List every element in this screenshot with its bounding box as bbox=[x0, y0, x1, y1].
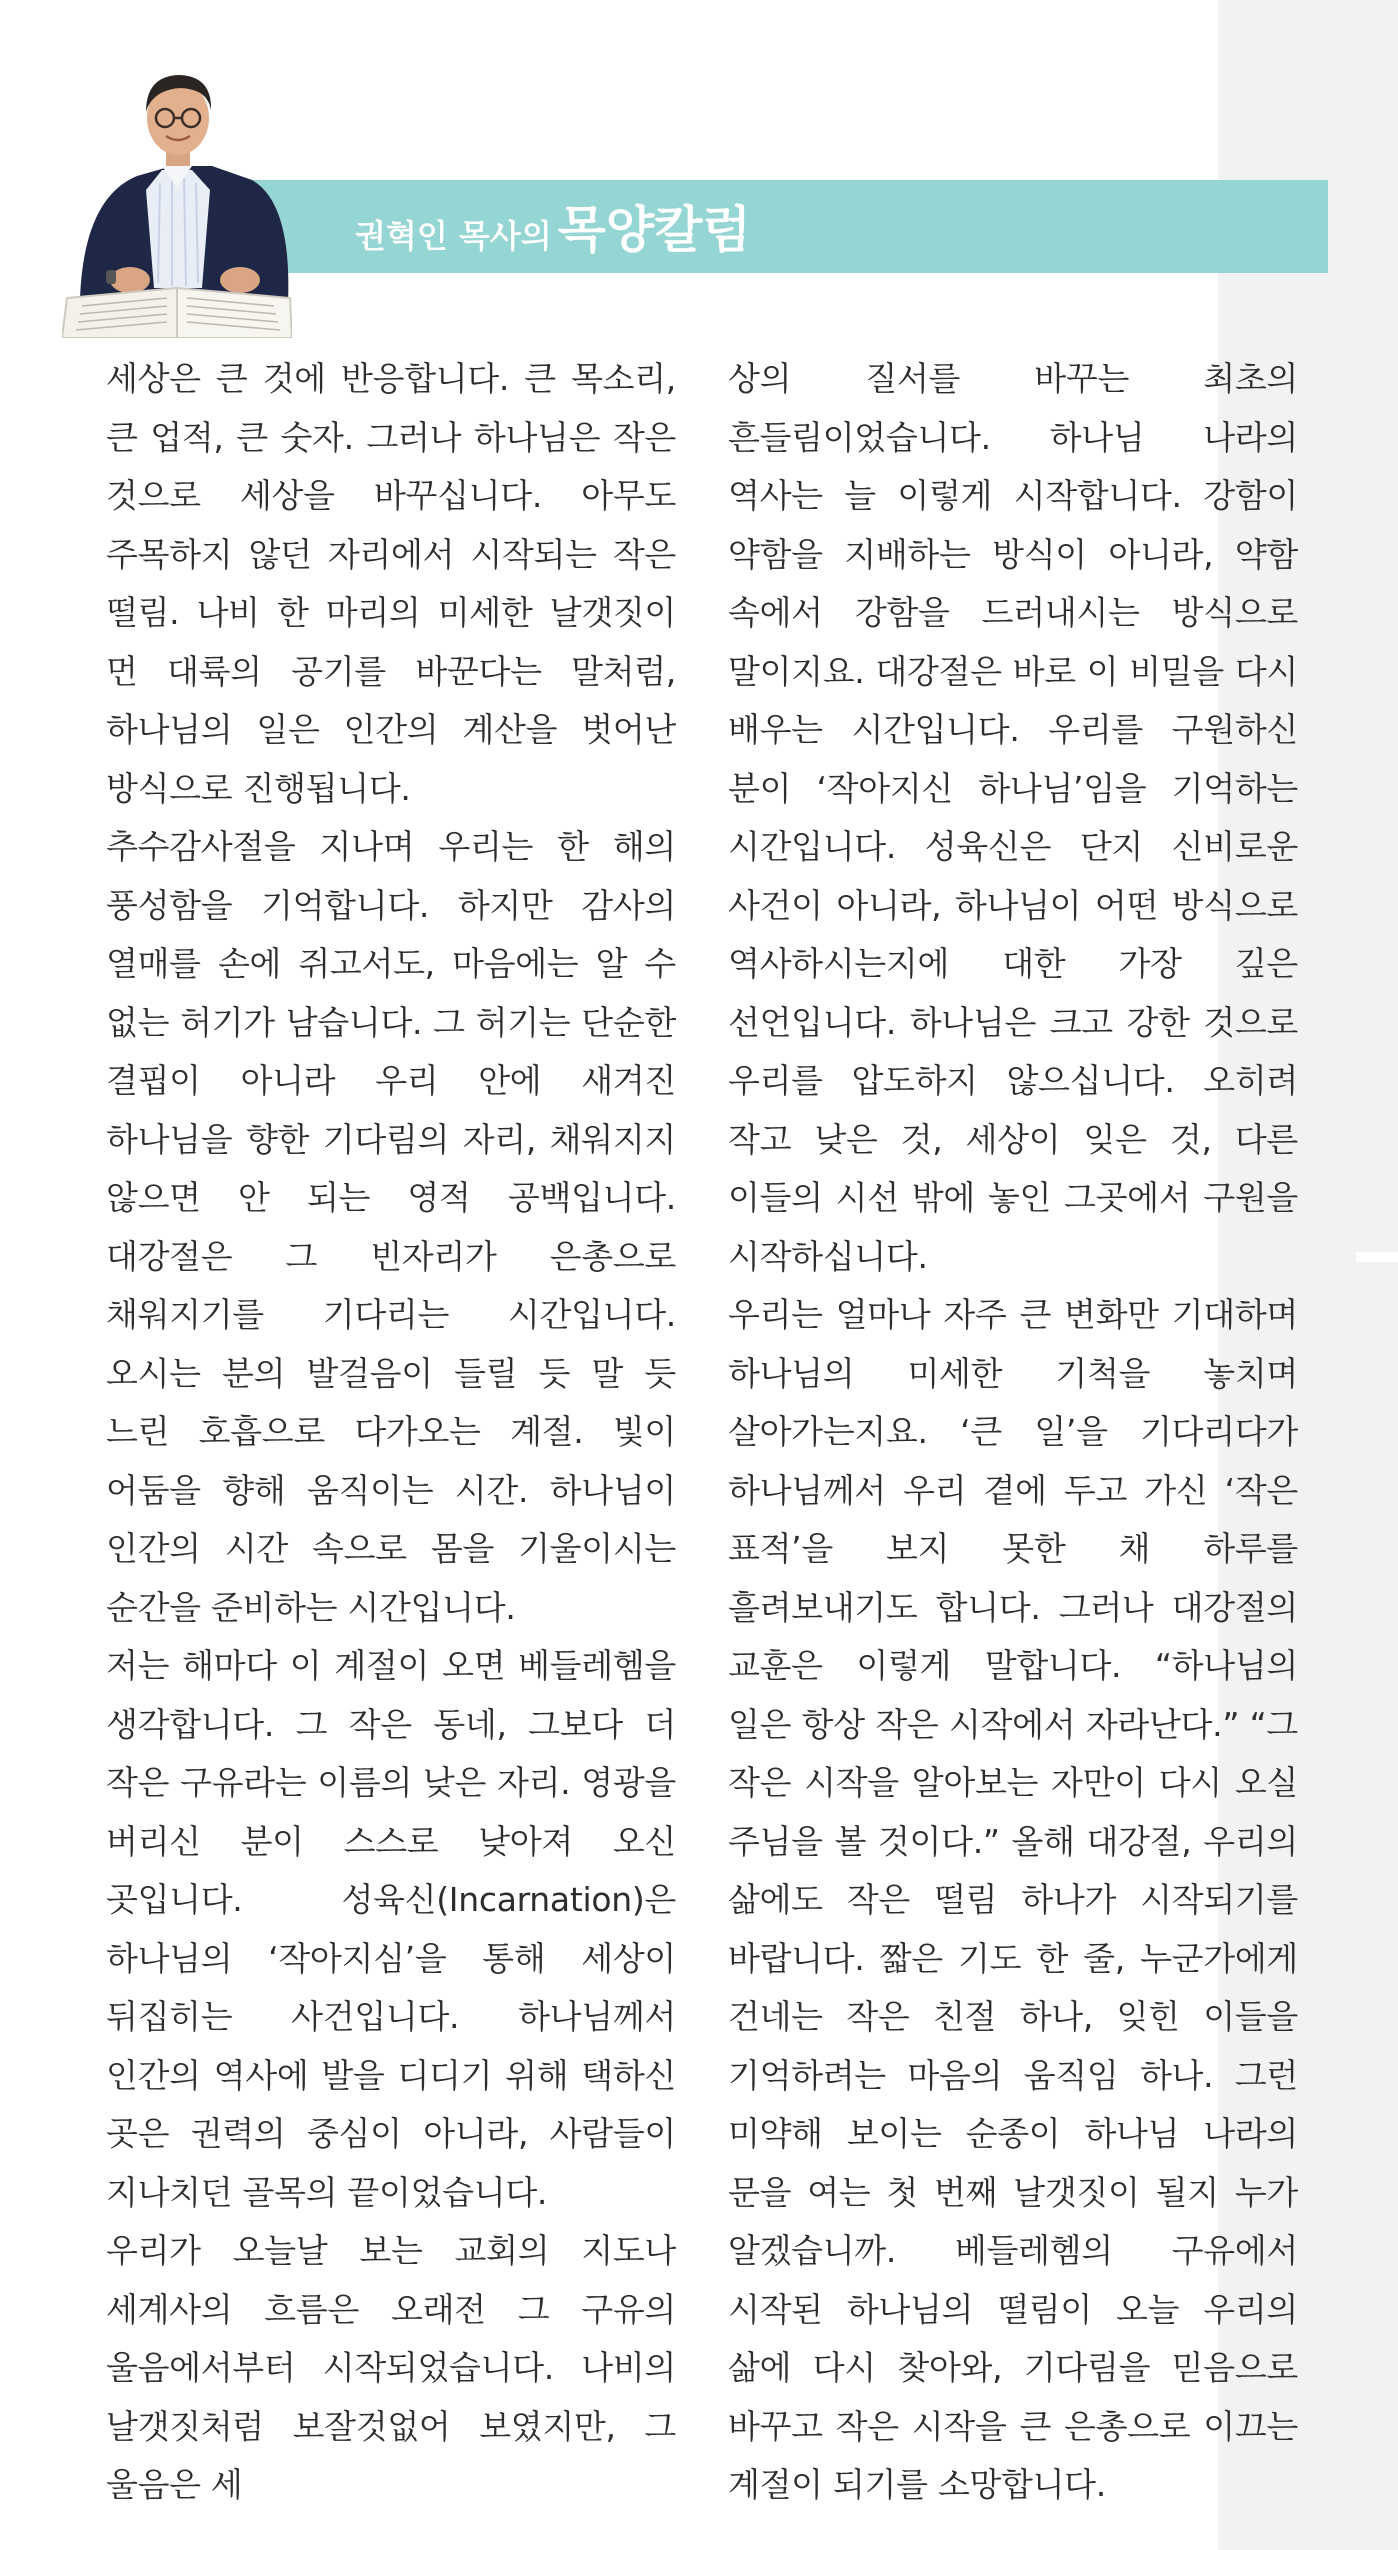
paragraph: 우리는 얼마나 자주 큰 변화만 기대하며 하나님의 미세한 기척을 놓치며 살아가는지요. ‘큰 일’을 기다리다가 하나님께서 우리 곁에 두고 가신 ‘작은 표적’을 보지 못한 채 하루를 흘려보내기도 합니다. 그러나 대강절의 교훈은 이렇게 말합니다. “하나님의 일은 항상 작은 시작에서 자라난다.” “그 작은 시작을 알아보는 자만이 다시 오실 주님을 볼 것이다.” 올해 대강절, 우리의 삶에도 작은 떨림 하나가 시작되기를 바랍니다. 짧은 기도 한 줄, 누군가에게 건네는 작은 친절 하나, 잊힌 이들을 기억하려는 마음의 움직임 하나. 그런 미약해 보이는 순종이 하나님 나라의 문을 여는 첫 번째 날갯짓이 될지 누가 알겠습니까. 베들레헴의 구유에서 시작된 하나님의 떨림이 오늘 우리의 삶에 다시 찾아와, 기다림을 믿음으로 바꾸고 작은 시작을 큰 은총으로 이끄는 계절이 되기를 소망합니다. bbox=[728, 1295, 1298, 2504]
column-title-prefix: 권혁인 목사의 bbox=[355, 217, 552, 255]
page-edge-mark bbox=[1356, 1252, 1398, 1262]
paragraph: 세상은 큰 것에 반응합니다. 큰 목소리, 큰 업적, 큰 숫자. 그러나 하나님은 작은 것으로 세상을 바꾸십니다. 아무도 주목하지 않던 자리에서 시작되는 작은 떨림. 나비 한 마리의 미세한 날갯짓이 먼 대륙의 공기를 바꾼다는 말처럼, 하나님의 일은 인간의 계산을 벗어난 방식으로 진행됩니다. bbox=[106, 359, 676, 808]
paragraph: 저는 해마다 이 계절이 오면 베들레헴을 생각합니다. 그 작은 동네, 그보다 더 작은 구유라는 이름의 낮은 자리. 영광을 버리신 분이 스스로 낮아져 오신 곳입니다. 성육신(Incarnation)은 하나님의 ‘작아지심’을 통해 세상이 뒤집히는 사건입니다. 하나님께서 인간의 역사에 발을 디디기 위해 택하신 곳은 권력의 중심이 아니라, 사람들이 지나치던 골목의 끝이었습니다. bbox=[106, 1646, 676, 2212]
pastor-portrait-photo bbox=[62, 48, 292, 338]
column-title bbox=[355, 200, 751, 260]
column-title-main: 목양칼럼 bbox=[557, 201, 751, 259]
article-column-right bbox=[728, 350, 1298, 2515]
article-column-left bbox=[106, 350, 676, 2515]
paragraph: 추수감사절을 지나며 우리는 한 해의 풍성함을 기억합니다. 하지만 감사의 열매를 손에 쥐고서도, 마음에는 알 수 없는 허기가 남습니다. 그 허기는 단순한 결핍이 아니라 우리 안에 새겨진 하나님을 향한 기다림의 자리, 채워지지 않으면 안 되는 영적 공백입니다. 대강절은 그 빈자리가 은총으로 채워지기를 기다리는 시간입니다. 오시는 분의 발걸음이 들릴 듯 말 듯 느린 호흡으로 다가오는 계절. 빛이 어둠을 향해 움직이는 시간. 하나님이 인간의 시간 속으로 몸을 기울이시는 순간을 준비하는 시간입니다. bbox=[106, 827, 676, 1627]
paragraph: 상의 질서를 바꾸는 최초의 흔들림이었습니다. 하나님 나라의 역사는 늘 이렇게 시작합니다. 강함이 약함을 지배하는 방식이 아니라, 약함 속에서 강함을 드러내시는 방식으로 말이지요. 대강절은 바로 이 비밀을 다시 배우는 시간입니다. 우리를 구원하신 분이 ‘작아지신 하나님’임을 기억하는 시간입니다. 성육신은 단지 신비로운 사건이 아니라, 하나님이 어떤 방식으로 역사하시는지에 대한 가장 깊은 선언입니다. 하나님은 크고 강한 것으로 우리를 압도하지 않으십니다. 오히려 작고 낮은 것, 세상이 잊은 것, 다른 이들의 시선 밖에 놓인 그곳에서 구원을 시작하십니다. bbox=[728, 359, 1298, 1276]
paragraph: 우리가 오늘날 보는 교회의 지도나 세계사의 흐름은 오래전 그 구유의 울음에서부터 시작되었습니다. 나비의 날갯짓처럼 보잘것없어 보였지만, 그 울음은 세 bbox=[106, 2231, 676, 2504]
